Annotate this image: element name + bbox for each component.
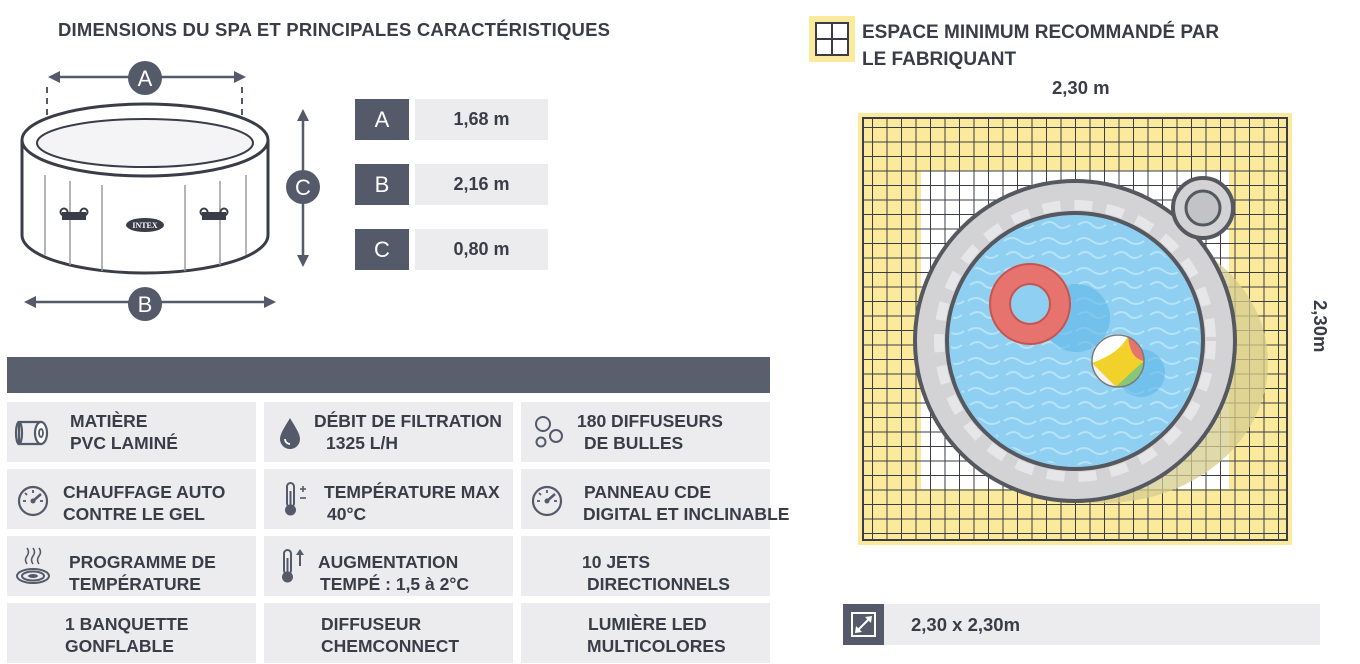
feature-control-panel xyxy=(521,469,790,529)
feature-line: PROGRAMME DE xyxy=(69,552,216,572)
grid-legend-icon xyxy=(809,16,855,62)
dimension-value: 0,80 m xyxy=(415,229,548,270)
height-label: 2,30m xyxy=(1310,300,1331,353)
feature-line: DE BULLES xyxy=(584,433,684,453)
dimension-letter: B xyxy=(355,164,409,205)
section-band xyxy=(7,357,770,393)
dimension-value: 1,68 m xyxy=(415,99,548,140)
feature-temperature-program xyxy=(7,536,256,596)
feature-line: 1325 L/H xyxy=(326,433,398,453)
feature-line: TEMPÉRATURE xyxy=(69,574,201,594)
feature-line: CHEMCONNECT xyxy=(321,636,460,656)
feature-seat xyxy=(7,603,256,663)
marker-c-label: C xyxy=(295,175,311,200)
feature-led xyxy=(521,603,770,663)
feature-line: GONFLABLE xyxy=(65,636,174,656)
thermometer-plus-minus-icon xyxy=(270,479,310,519)
feature-line: TEMPÉRATURE MAX xyxy=(324,482,500,502)
feature-line: LUMIÈRE LED xyxy=(588,614,707,634)
width-label: 2,30 m xyxy=(1052,77,1110,98)
feature-line: 40°C xyxy=(327,504,367,524)
feature-line: CONTRE LE GEL xyxy=(63,504,205,524)
marker-a-label: A xyxy=(137,66,153,91)
feature-line: DIRECTIONNELS xyxy=(587,574,730,594)
space-title xyxy=(862,19,1219,73)
spa-illustration xyxy=(10,55,330,330)
feature-line: MATIÈRE xyxy=(70,411,148,431)
feature-temperature-increase xyxy=(264,536,513,596)
feature-chemconnect xyxy=(264,603,513,663)
thermometer-up-icon xyxy=(270,546,310,586)
feature-line: AUGMENTATION xyxy=(318,552,459,572)
spa-dimensions-title: DIMENSIONS DU SPA ET PRINCIPALES CARACTÉRISTIQUES xyxy=(58,19,611,40)
gauge-icon xyxy=(13,479,53,519)
feature-bubbles xyxy=(521,402,770,462)
bubbles-icon xyxy=(527,412,567,452)
spa-brand-logo: INTEX xyxy=(132,221,158,230)
space-title-line2: LE FABRIQUANT xyxy=(862,49,1017,70)
resize-diagonal-icon xyxy=(843,604,884,645)
heat-coil-icon xyxy=(13,546,53,586)
feature-line: DIFFUSEUR xyxy=(321,614,422,634)
dimension-letter: A xyxy=(355,99,409,140)
dimension-row-b xyxy=(355,164,548,205)
feature-line: TEMPÉ : 1,5 à 2°C xyxy=(320,574,469,594)
feature-line: DÉBIT DE FILTRATION xyxy=(314,411,502,431)
feature-line: PVC LAMINÉ xyxy=(70,433,178,453)
roll-icon xyxy=(13,412,53,452)
feature-line: DIGITAL ET INCLINABLE xyxy=(583,504,790,524)
dimension-letter: C xyxy=(355,229,409,270)
feature-jets xyxy=(521,536,770,596)
floor-plan xyxy=(858,113,1292,545)
marker-b-label: B xyxy=(137,292,153,317)
feature-line: CHAUFFAGE AUTO xyxy=(63,482,226,502)
feature-line: 10 JETS xyxy=(582,552,651,572)
space-title-line1: ESPACE MINIMUM RECOMMANDÉ PAR xyxy=(862,22,1220,43)
feature-filtration xyxy=(264,402,513,462)
feature-line: 180 DIFFUSEURS xyxy=(577,411,723,431)
feature-line: PANNEAU CDE xyxy=(584,482,712,502)
feature-material xyxy=(7,402,256,462)
dimension-row-a xyxy=(355,99,548,140)
feature-max-temperature xyxy=(264,469,513,529)
feature-antifreeze xyxy=(7,469,256,529)
dimension-value: 2,16 m xyxy=(415,164,548,205)
area-row xyxy=(843,604,1320,645)
feature-line: MULTICOLORES xyxy=(587,636,726,656)
area-value: 2,30 x 2,30m xyxy=(911,613,1021,635)
dimension-row-c xyxy=(355,229,548,270)
gauge-icon xyxy=(527,479,567,519)
feature-line: 1 BANQUETTE xyxy=(65,614,189,634)
water-drop-icon xyxy=(270,412,310,452)
